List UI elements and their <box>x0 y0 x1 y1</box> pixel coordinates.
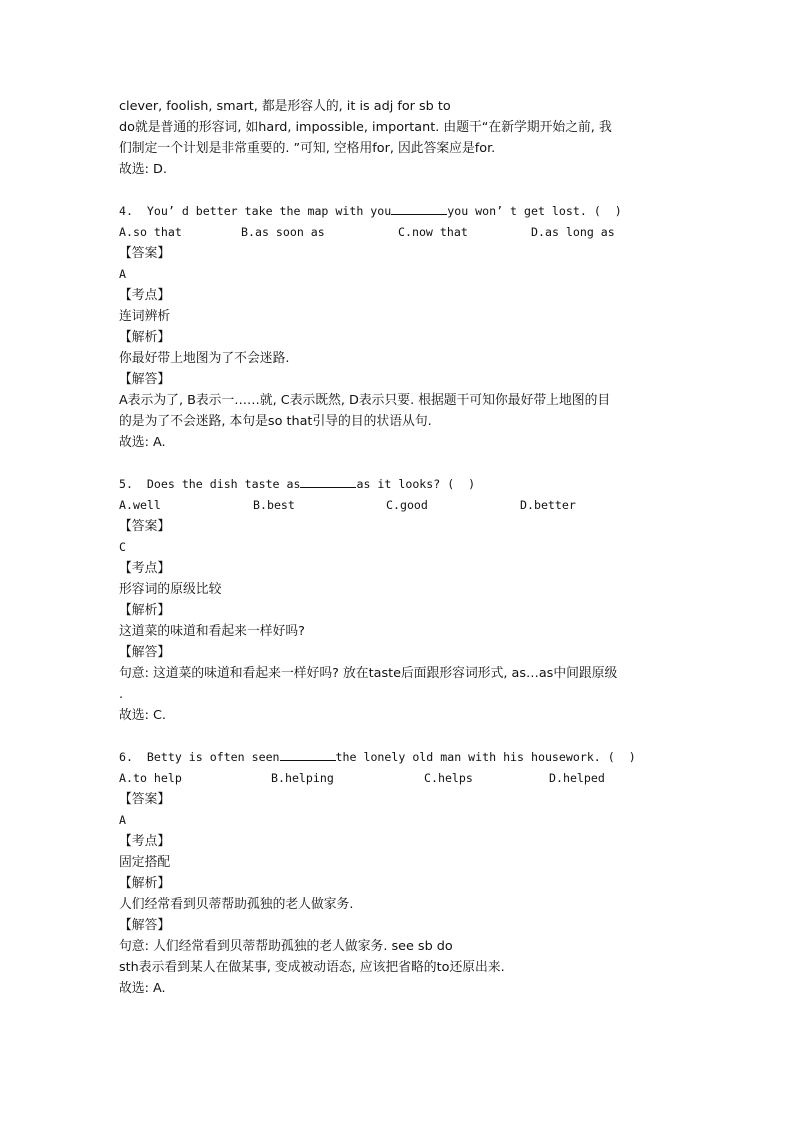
q6-jieda-label: 【解答】 <box>119 918 171 933</box>
q5-jieda-line-1: 句意: 这道菜的味道和看起来一样好吗? 放在taste后面跟形容词形式, as…as中间跟原级 <box>119 666 618 681</box>
q5-blank <box>300 475 356 488</box>
q4-jieda-label: 【解答】 <box>119 372 171 387</box>
q5-jiexi-label: 【解析】 <box>119 603 171 618</box>
q6-kaodian: 固定搭配 <box>119 855 171 870</box>
q4-options <box>119 222 689 243</box>
q5-result: 故选: C. <box>119 708 166 723</box>
q6-jiexi: 人们经常看到贝蒂帮助孤独的老人做家务. <box>119 897 354 912</box>
q5-option-d: D.better <box>520 498 576 512</box>
q5-answer: C <box>119 540 126 554</box>
q6-kaodian-label: 【考点】 <box>119 834 171 849</box>
q6-blank <box>280 748 336 761</box>
q4-option-c: C.now that <box>398 225 468 239</box>
q6-options <box>119 768 689 789</box>
q4-blank <box>391 202 447 215</box>
intro-line-1: clever, foolish, smart, 都是形容人的, it is adj for sb to <box>119 99 451 114</box>
q5-answer-label: 【答案】 <box>119 519 171 534</box>
q5-stem-after: as it looks? ( ) <box>356 477 476 491</box>
q5-jiexi: 这道菜的味道和看起来一样好吗? <box>119 624 305 639</box>
q5-stem <box>119 474 689 495</box>
q4-kaodian-label: 【考点】 <box>119 288 171 303</box>
spacer <box>119 726 689 747</box>
q5-jieda-line-2: . <box>119 687 124 702</box>
q6-answer-label: 【答案】 <box>119 792 171 807</box>
q6-stem-before: 6. Betty is often seen <box>119 750 280 764</box>
q4-answer: A <box>119 267 126 281</box>
q5-option-a: A.well <box>119 498 161 512</box>
q4-stem <box>119 201 689 222</box>
q4-jieda-line-2: 的是为了不会迷路, 本句是so that引导的目的状语从句. <box>119 414 432 429</box>
intro-line-3: 们制定一个计划是非常重要的. ”可知, 空格用for, 因此答案应是for. <box>119 141 496 156</box>
q4-jiexi: 你最好带上地图为了不会迷路. <box>119 351 290 366</box>
spacer <box>119 453 689 474</box>
q4-option-d: D.as long as <box>531 225 615 239</box>
q6-jieda-line-2: sth表示看到某人在做某事, 变成被动语态, 应该把省略的to还原出来. <box>119 960 505 975</box>
q6-option-b: B.helping <box>271 771 334 785</box>
q5-jieda-label: 【解答】 <box>119 645 171 660</box>
q5-stem-before: 5. Does the dish taste as <box>119 477 301 491</box>
q4-option-b: B.as soon as <box>241 225 325 239</box>
intro-result: 故选: D. <box>119 162 167 177</box>
q4-jieda-line-1: A表示为了, B表示一……就, C表示既然, D表示只要. 根据题干可知你最好带上地图的目 <box>119 393 611 408</box>
q6-answer: A <box>119 813 126 827</box>
q6-stem-after: the lonely old man with his housework. ( ) <box>335 750 636 764</box>
q4-result: 故选: A. <box>119 435 166 450</box>
q6-jieda-line-1: 句意: 人们经常看到贝蒂帮助孤独的老人做家务. see sb do <box>119 939 453 954</box>
q5-option-c: C.good <box>386 498 428 512</box>
q5-option-b: B.best <box>253 498 295 512</box>
q6-result: 故选: A. <box>119 981 166 996</box>
q4-stem-after: you won’ t get lost. ( ) <box>447 204 622 218</box>
q4-stem-before: 4. You’ d better take the map with you <box>119 204 392 218</box>
q5-kaodian-label: 【考点】 <box>119 561 171 576</box>
q5-kaodian: 形容词的原级比较 <box>119 582 222 597</box>
q6-jiexi-label: 【解析】 <box>119 876 171 891</box>
q4-jiexi-label: 【解析】 <box>119 330 171 345</box>
document-page <box>119 96 689 999</box>
intro-line-2: do就是普通的形容词, 如hard, impossible, important. 由题干“在新学期开始之前, 我 <box>119 120 612 135</box>
q6-option-a: A.to help <box>119 771 182 785</box>
q4-answer-label: 【答案】 <box>119 246 171 261</box>
q4-option-a: A.so that <box>119 225 182 239</box>
q6-option-d: D.helped <box>549 771 605 785</box>
q4-kaodian: 连词辨析 <box>119 309 171 324</box>
q6-stem <box>119 747 689 768</box>
q5-options <box>119 495 689 516</box>
q6-option-c: C.helps <box>424 771 473 785</box>
spacer <box>119 180 689 201</box>
